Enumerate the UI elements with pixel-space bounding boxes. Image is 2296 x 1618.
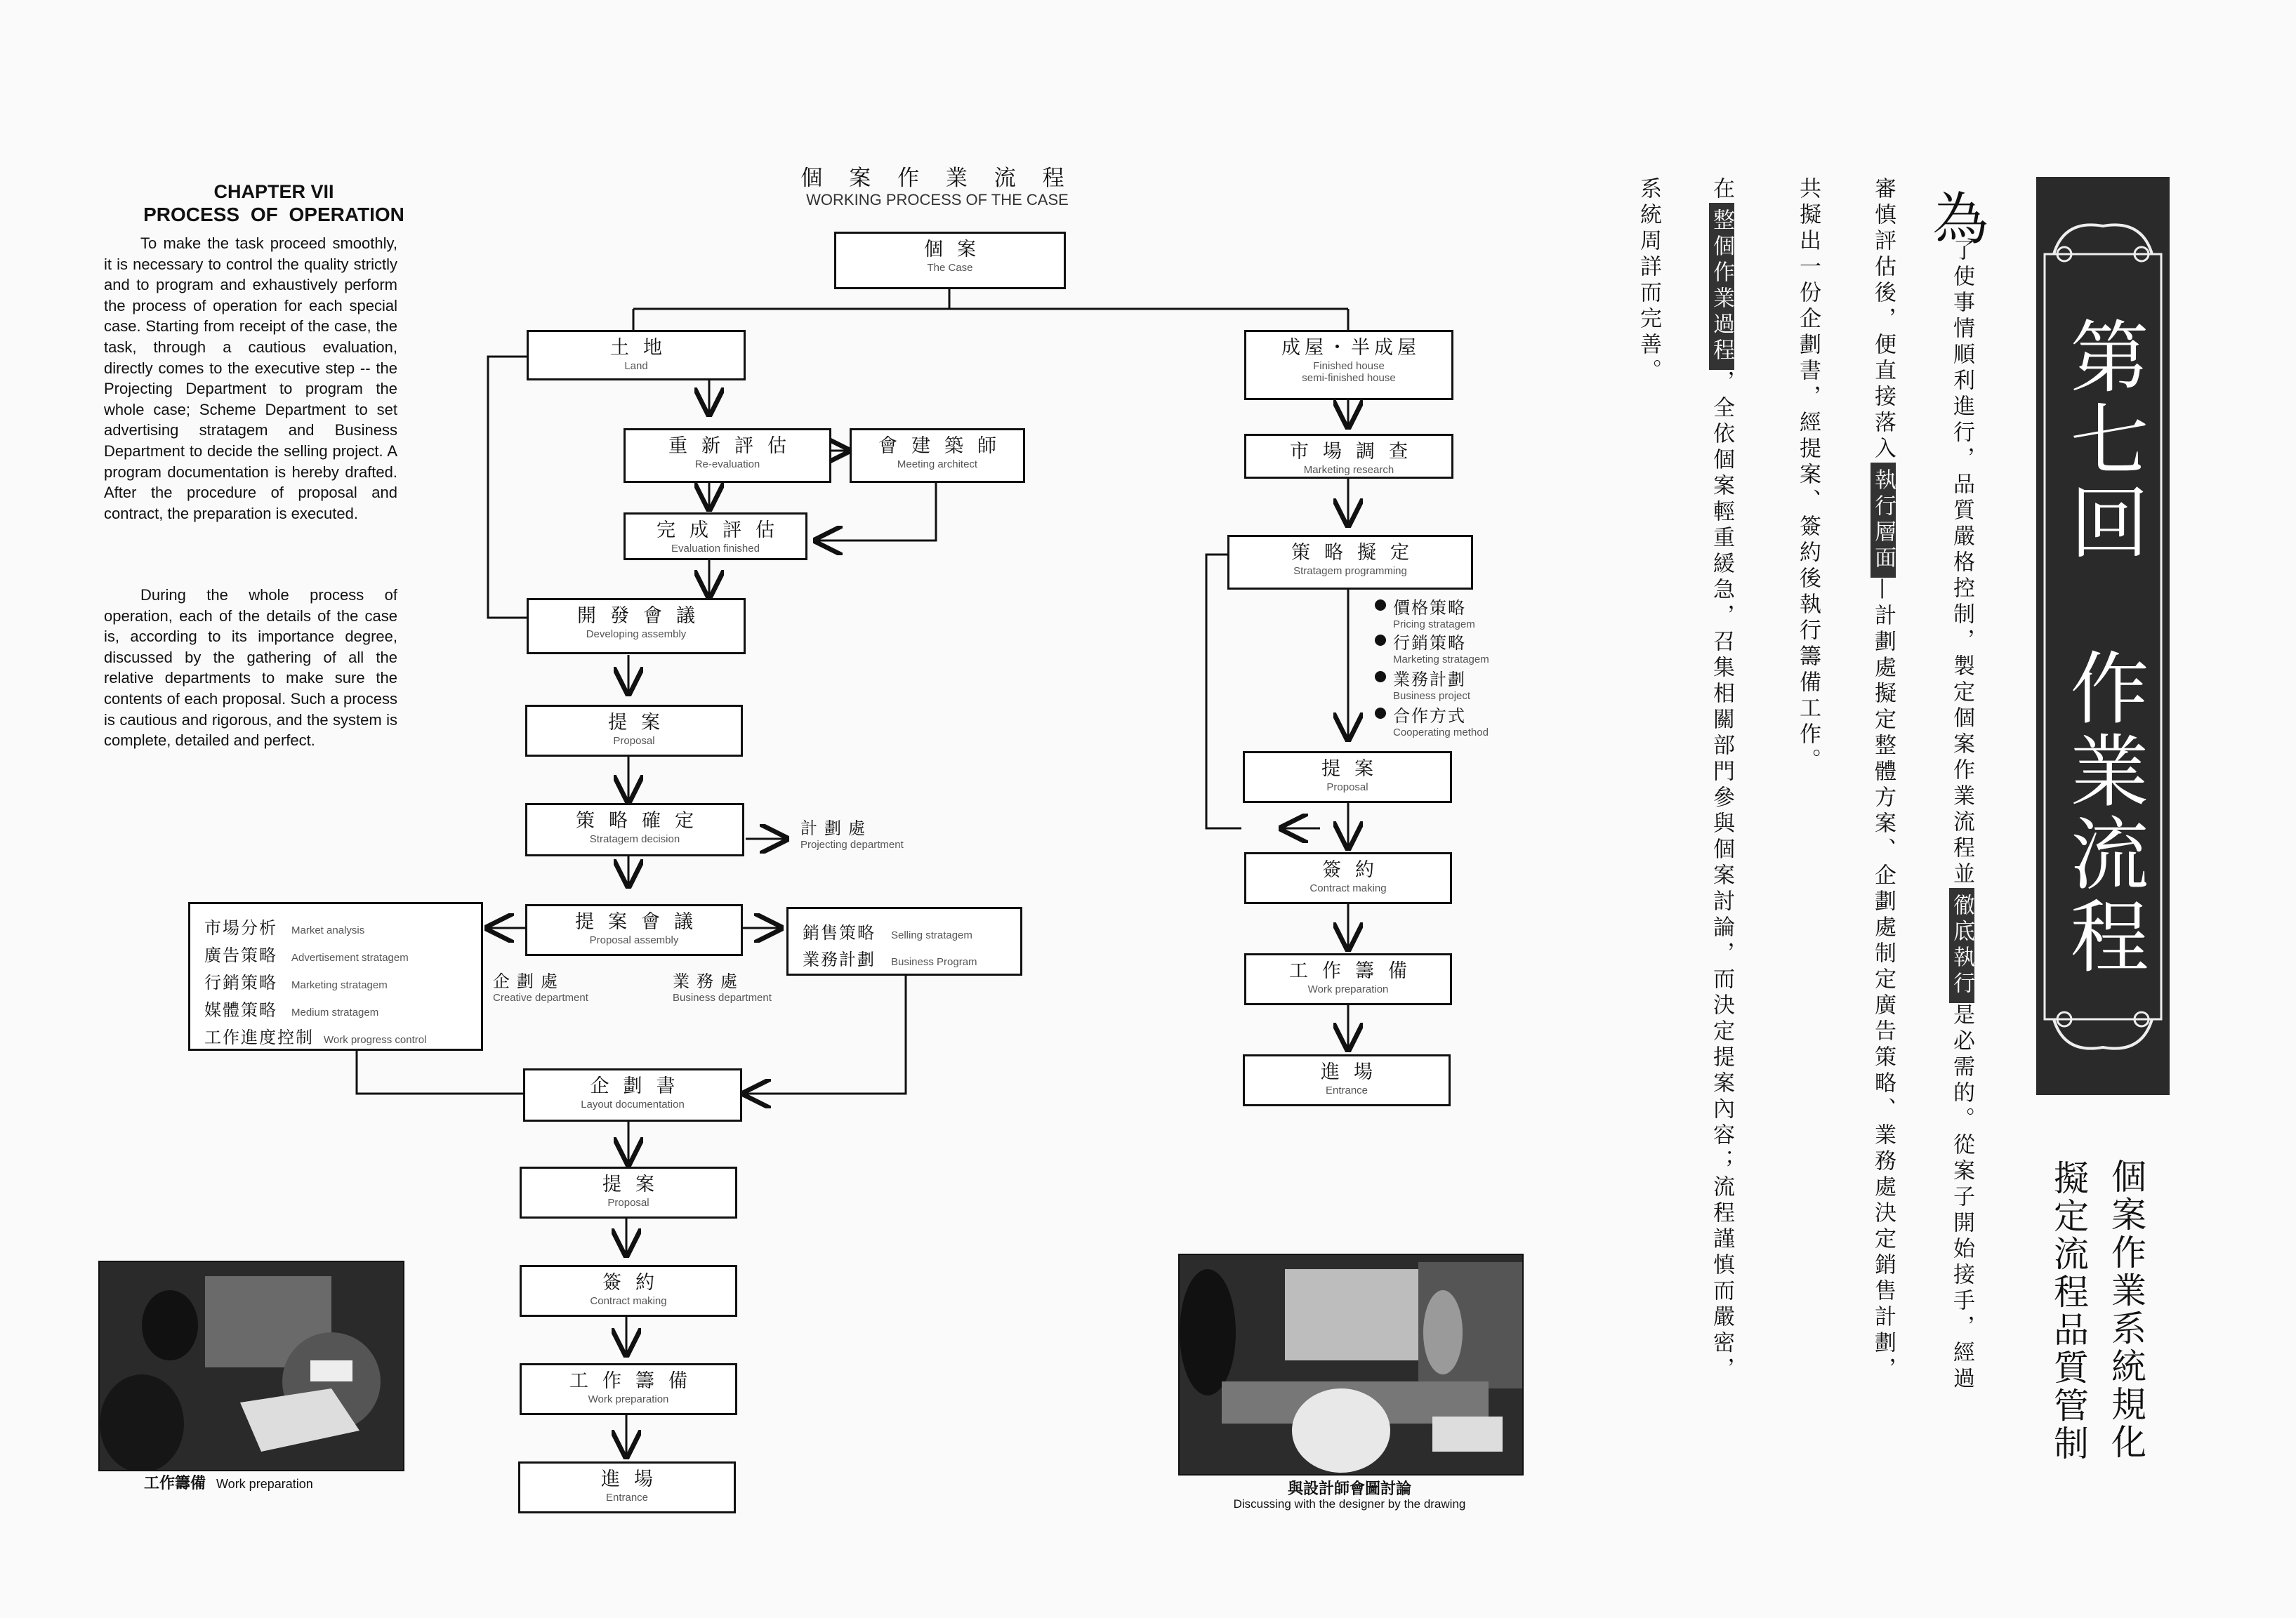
box-entrance-2: 進場 Entrance xyxy=(1243,1054,1451,1106)
chapter-banner xyxy=(2036,177,2170,1095)
box-stratagem-programming: 策略擬定 Stratagem programming xyxy=(1227,535,1473,590)
box-work-preparation-1: 工作籌備 Work preparation xyxy=(520,1363,737,1415)
photo-scene-discussion xyxy=(1180,1255,1522,1474)
selling-item: 銷售策略 Selling stratagem xyxy=(803,923,972,943)
subtitle-line-1: 個案作業系統規化 xyxy=(2106,1158,2146,1461)
box-contract-2: 簽約 Contract making xyxy=(1244,852,1452,904)
creative-item: 廣告策略 Advertisement stratagem xyxy=(204,946,409,965)
body-column-2: 審慎評估後，便直接落入執行層面—計劃處擬定整體方案、企劃處制定廣告策略、業務處決定銷售計劃， xyxy=(1871,177,1896,1383)
box-finished-house: 成屋・半成屋 Finished house semi-finished house xyxy=(1244,330,1453,400)
bullet-dots xyxy=(1375,599,1386,719)
body-column-5: 系統周詳而完善。 xyxy=(1636,177,1661,385)
subtitle-line-2: 擬定流程品質管制 xyxy=(2048,1160,2089,1463)
label-projecting-department: 計劃處 Projecting department xyxy=(800,818,904,851)
body-paragraph-1: To make the task proceed smoothly, it is necessary to control the quality strictly and to program and exhaustively perform the process of operation for each special case. Starting from receipt of the case, the task, through a cautious evaluation, directly comes to the executive step -- the Projecting Department to program the whole case; Scheme Department to set advertising stratagem and Business Department to decide the selling project. A program documentation is hereby drafted. After the procedure of proposal and contract, the preparation is executed. xyxy=(104,234,397,522)
chapter-label: CHAPTER VII xyxy=(213,181,334,202)
box-work-preparation-2: 工作籌備 Work preparation xyxy=(1244,953,1452,1005)
flowchart-title: 個 案 作 業 流 程 xyxy=(800,166,1074,191)
label-creative-department: 企劃處 Creative department xyxy=(493,972,588,1004)
photo-work-preparation xyxy=(98,1261,404,1471)
flowchart-subtitle: WORKING PROCESS OF THE CASE xyxy=(806,191,1069,208)
bullet-item: 行銷策略 Marketing stratagem xyxy=(1393,633,1489,665)
box-stratagem-decision: 策略確定 Stratagem decision xyxy=(525,803,744,856)
box-proposal-3: 提案 Proposal xyxy=(1243,751,1452,803)
box-evaluation-finished: 完成評估 Evaluation finished xyxy=(624,512,807,560)
caption-work-preparation: 工作籌備 Work preparation xyxy=(144,1475,313,1492)
photo-discussing-with-designer xyxy=(1178,1254,1524,1476)
caption-discussing-en: Discussing with the designer by the drawing xyxy=(1233,1497,1466,1511)
body-paragraph-2: During the whole process of operation, each of the details of the case is, according to its importance degree, discussed by the gathering of all the relative departments to make sure the contents of each proposal. Such a process is cautious and rigorous, and the system is complete, detailed and perfect. xyxy=(104,586,397,750)
box-entrance-1: 進場 Entrance xyxy=(518,1461,736,1513)
box-marketing-research: 市場調查 Marketing research xyxy=(1244,434,1453,479)
box-proposal-2: 提案 Proposal xyxy=(520,1167,737,1219)
creative-item: 媒體策略 Medium stratagem xyxy=(204,1000,379,1020)
box-contract-1: 簽約 Contract making xyxy=(520,1265,737,1317)
selling-item: 業務計劃 Business Program xyxy=(803,950,977,969)
body-column-4: 在整個作業過程，全依個案輕重緩急，召集相關部門參與個案討論，而決定提案內容；流程謹慎而嚴密， xyxy=(1709,177,1734,1383)
chapter-heading: PROCESS OF OPERATION xyxy=(143,204,404,225)
box-proposal-assembly: 提案會議 Proposal assembly xyxy=(525,904,743,956)
creative-item: 市場分析 Market analysis xyxy=(204,918,365,938)
bullet-item: 業務計劃 Business project xyxy=(1393,670,1471,702)
box-developing-assembly: 開發會議 Developing assembly xyxy=(527,598,746,654)
body-column-1: 了使事情順利進行，品質嚴格控制，製定個案作業流程並徹底執行是必需的。從案子開始接手，經過 xyxy=(1949,239,1974,1393)
box-creative-items xyxy=(188,902,483,1051)
photo-scene-meeting xyxy=(100,1262,403,1470)
bullet-item: 合作方式 Cooperating method xyxy=(1393,706,1489,738)
box-re-evaluation: 重新評估 Re-evaluation xyxy=(624,428,831,483)
creative-item: 工作進度控制 Work progress control xyxy=(204,1028,427,1047)
creative-item: 行銷策略 Marketing stratagem xyxy=(204,973,388,993)
label-business-department: 業務處 Business department xyxy=(673,972,772,1004)
caption-discussing-zh: 與設計師會圖討論 xyxy=(1287,1480,1411,1498)
box-proposal-1: 提案 Proposal xyxy=(525,705,743,757)
box-meeting-architect: 會建築師 Meeting architect xyxy=(850,428,1025,483)
drop-cap: 為 xyxy=(1932,187,1988,252)
box-the-case: 個案 The Case xyxy=(834,232,1066,289)
banner-title: 第七回 作業流程 xyxy=(2057,316,2149,979)
box-land: 土地 Land xyxy=(527,330,746,380)
box-selling-items xyxy=(786,907,1022,976)
body-column-3: 共擬出一份企劃書，經提案、簽約後執行籌備工作。 xyxy=(1795,177,1821,774)
box-layout-documentation: 企劃書 Layout documentation xyxy=(523,1068,742,1122)
bullet-item: 價格策略 Pricing stratagem xyxy=(1393,598,1475,630)
